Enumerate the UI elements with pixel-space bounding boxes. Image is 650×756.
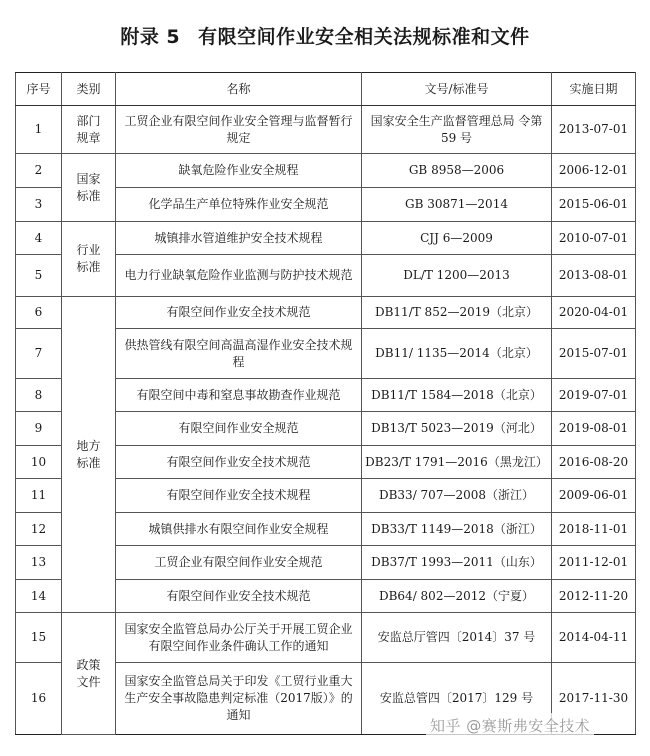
row-name: 城镇排水管道维护安全技术规程 [116,222,362,255]
row-name: 供热管线有限空间高温高湿作业安全技术规程 [116,329,362,379]
row-name: 工贸企业有限空间作业安全管理与监督暂行规定 [116,106,362,154]
appendix-title: 有限空间作业安全相关法规标准和文件 [198,26,530,48]
row-doc-number: DB23/T 1791—2016（黑龙江） [362,446,552,479]
row-date: 2016-08-20 [552,446,636,479]
row-doc-number: DB37/T 1993—2011（山东） [362,546,552,580]
row-doc-number: DL/T 1200—2013 [362,255,552,297]
zhihu-watermark: 知乎 @赛斯弗安全技术 [426,713,594,738]
row-seq: 5 [16,255,62,297]
row-seq: 7 [16,329,62,379]
row-date: 2018-11-01 [552,513,636,546]
row-name: 城镇供排水有限空间作业安全规程 [116,513,362,546]
row-name: 有限空间作业安全技术规范 [116,446,362,479]
page-title [0,22,650,49]
row-name: 有限空间中毒和窒息事故勘查作业规范 [116,379,362,412]
row-date: 2019-07-01 [552,379,636,412]
row-doc-number: DB11/T 852—2019（北京） [362,297,552,329]
row-doc-number: DB33/ 707—2008（浙江） [362,479,552,513]
row-seq: 12 [16,513,62,546]
row-date: 2011-12-01 [552,546,636,580]
row-doc-number: DB11/ 1135—2014（北京） [362,329,552,379]
row-seq: 14 [16,580,62,613]
table-row [16,154,636,188]
table-row [16,106,636,154]
row-date: 2013-07-01 [552,106,636,154]
row-seq: 16 [16,663,62,735]
header-doc-number: 文号/标准号 [362,73,552,106]
row-name: 有限空间作业安全技术规程 [116,479,362,513]
row-name: 化学品生产单位特殊作业安全规范 [116,188,362,222]
header-date: 实施日期 [552,73,636,106]
row-doc-number: DB11/T 1584—2018（北京） [362,379,552,412]
row-name: 缺氧危险作业安全规程 [116,154,362,188]
row-name: 国家安全监管总局办公厅关于开展工贸企业有限空间作业条件确认工作的通知 [116,613,362,663]
row-date: 2010-07-01 [552,222,636,255]
row-date: 2015-07-01 [552,329,636,379]
header-seq: 序号 [16,73,62,106]
row-seq: 6 [16,297,62,329]
row-doc-number: DB13/T 5023—2019（河北） [362,412,552,446]
row-name: 工贸企业有限空间作业安全规范 [116,546,362,580]
row-name: 国家安全监管总局关于印发《工贸行业重大生产安全事故隐患判定标准（2017版）》的通知 [116,663,362,735]
row-doc-number: DB33/T 1149—2018（浙江） [362,513,552,546]
row-seq: 15 [16,613,62,663]
appendix-number: 附录 5 [120,26,181,48]
row-seq: 13 [16,546,62,580]
table-row [16,613,636,663]
row-doc-number: GB 30871—2014 [362,188,552,222]
row-doc-number: CJJ 6—2009 [362,222,552,255]
row-name: 有限空间作业安全规范 [116,412,362,446]
row-date: 2013-08-01 [552,255,636,297]
row-seq: 1 [16,106,62,154]
row-date: 2014-04-11 [552,613,636,663]
category-cell: 行业标准 [62,222,116,297]
row-doc-number: DB64/ 802—2012（宁夏） [362,580,552,613]
table-row [16,297,636,329]
row-date: 2006-12-01 [552,154,636,188]
row-name: 电力行业缺氧危险作业监测与防护技术规范 [116,255,362,297]
row-doc-number: 安监总管四〔2017〕129 号 [362,663,552,735]
row-seq: 3 [16,188,62,222]
row-seq: 9 [16,412,62,446]
row-seq: 4 [16,222,62,255]
regulations-table [15,72,636,735]
table-header-row [16,73,636,106]
row-doc-number: GB 8958—2006 [362,154,552,188]
row-seq: 2 [16,154,62,188]
row-doc-number: 安监总厅管四〔2014〕37 号 [362,613,552,663]
row-date: 2015-06-01 [552,188,636,222]
category-cell: 部门规章 [62,106,116,154]
row-doc-number: 国家安全生产监督管理总局 令第 59 号 [362,106,552,154]
row-date: 2017-11-30 [552,663,636,735]
header-category: 类别 [62,73,116,106]
row-date: 2020-04-01 [552,297,636,329]
row-name: 有限空间作业安全技术规范 [116,297,362,329]
category-cell: 国家标准 [62,154,116,222]
category-cell: 地方标准 [62,297,116,613]
row-date: 2012-11-20 [552,580,636,613]
row-date: 2009-06-01 [552,479,636,513]
row-seq: 11 [16,479,62,513]
row-seq: 8 [16,379,62,412]
row-name: 有限空间作业安全技术规范 [116,580,362,613]
header-name: 名称 [116,73,362,106]
category-cell: 政策文件 [62,613,116,735]
row-date: 2019-08-01 [552,412,636,446]
table-row [16,222,636,255]
row-seq: 10 [16,446,62,479]
